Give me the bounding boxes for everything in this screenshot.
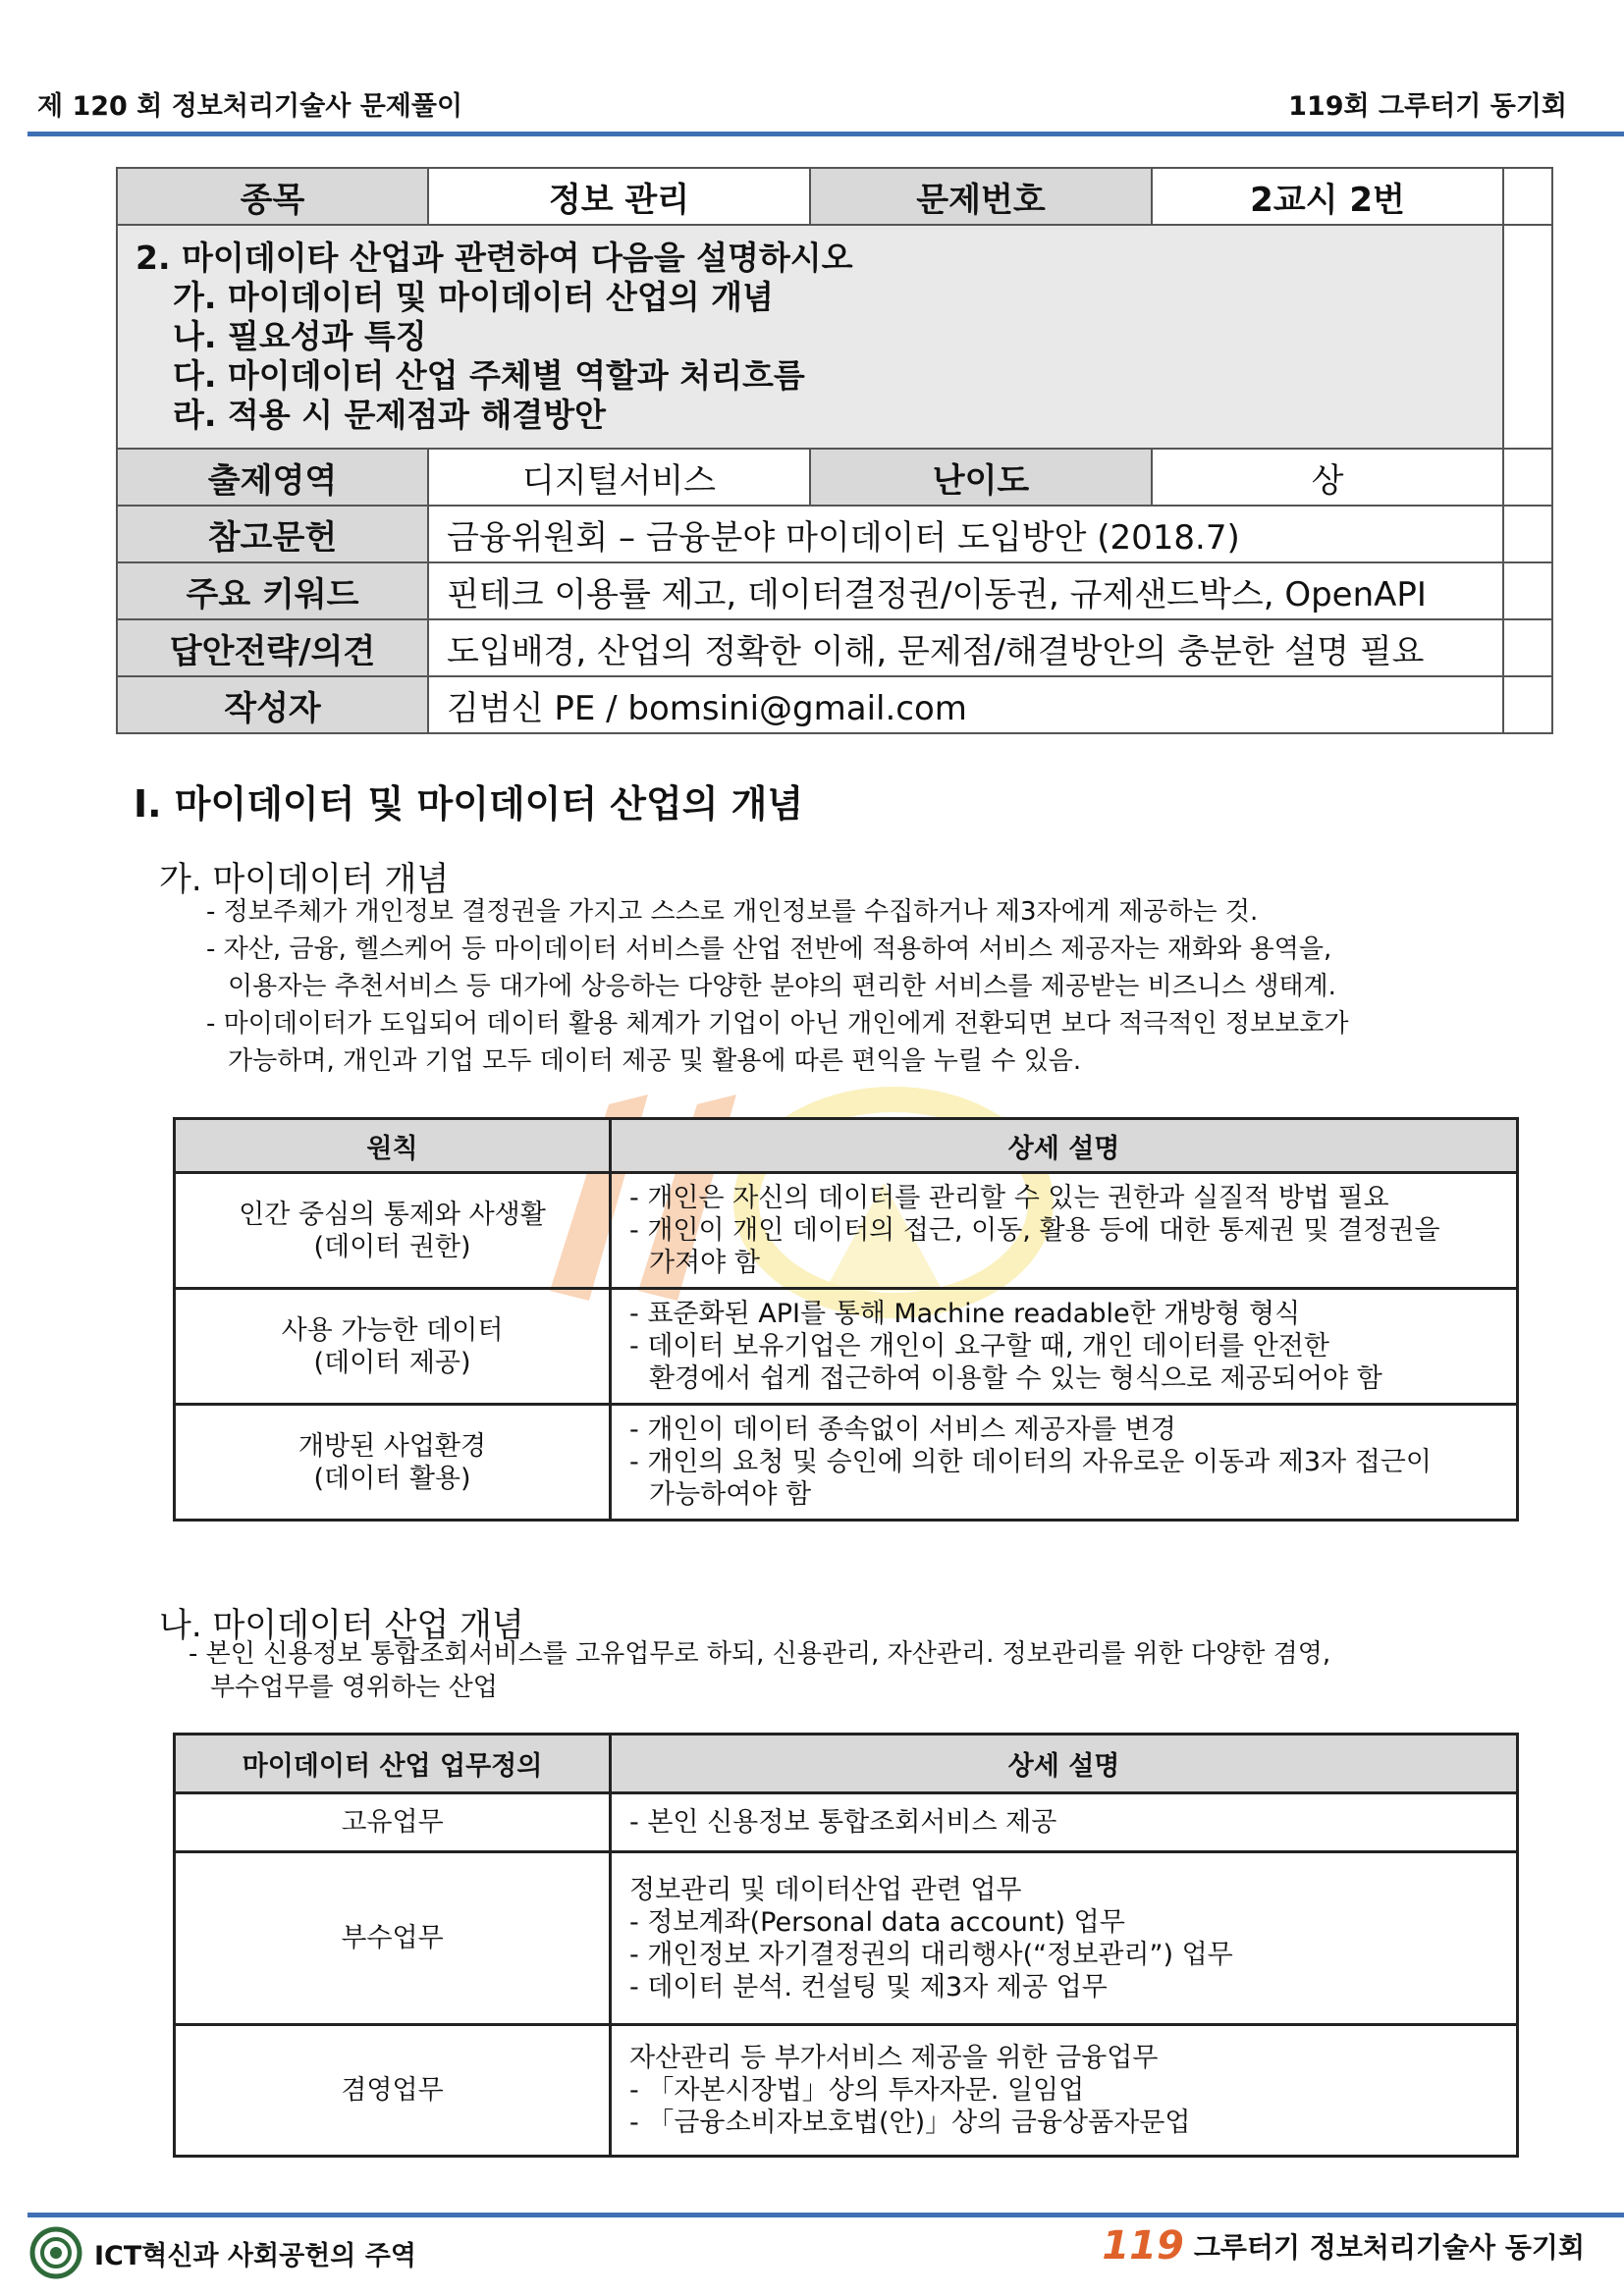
business-type-cell: 겸영업무 bbox=[175, 2025, 611, 2157]
detail-line: - 정보계좌(Personal data account) 업무 bbox=[629, 1906, 1125, 1938]
ict-circle-logo-icon bbox=[29, 2226, 82, 2279]
header-exam-title: 제 120 회 정보처리기술사 문제풀이 bbox=[37, 91, 463, 122]
principle-sub: (데이터 권한) bbox=[313, 1231, 471, 1262]
detail-cell bbox=[611, 1289, 1518, 1405]
section-title: I. 마이데이터 및 마이데이터 산업의 개념 bbox=[134, 782, 804, 826]
business-type-cell: 부수업무 bbox=[175, 1852, 611, 2025]
question-line: 라. 적용 시 문제점과 해결방안 bbox=[173, 396, 607, 434]
detail-cell bbox=[611, 2025, 1518, 2157]
footer-group-name: 그루터기 정보처리기술사 동기회 bbox=[1193, 2231, 1585, 2264]
table-row bbox=[175, 1405, 1518, 1521]
detail-header: 상세 설명 bbox=[611, 1735, 1518, 1793]
business-type-cell: 고유업무 bbox=[175, 1793, 611, 1852]
detail-line: - 데이터 보유기업은 개인이 요구할 때, 개인 데이터를 안전한 bbox=[629, 1331, 1329, 1362]
strategy-label: 답안전략/의견 bbox=[117, 619, 428, 676]
detail-line: - 개인정보 자기결정권의 대리행사(“정보관리”) 업무 bbox=[629, 1939, 1233, 1970]
reference-value: 금융위원회 – 금융분야 마이데이터 도입방안 (2018.7) bbox=[428, 506, 1503, 562]
industry-concept-lines bbox=[189, 1637, 1330, 1704]
qno-label: 문제번호 bbox=[810, 168, 1152, 225]
detail-cell bbox=[611, 1793, 1518, 1852]
detail-line: - 개인의 요청 및 승인에 의한 데이터의 자유로운 이동과 제3자 접근이 bbox=[629, 1447, 1432, 1477]
meta-blank-cell bbox=[1503, 449, 1552, 506]
table-row bbox=[175, 1289, 1518, 1405]
detail-line: 환경에서 쉽게 접근하여 이용할 수 있는 형식으로 제공되어야 함 bbox=[649, 1363, 1382, 1394]
principle-sub: (데이터 활용) bbox=[313, 1463, 471, 1494]
concept-line: - 자산, 금융, 헬스케어 등 마이데이터 서비스를 산업 전반에 적용하여 서비스 제공자는 재화와 용역을, bbox=[206, 934, 1332, 964]
author-label: 작성자 bbox=[117, 676, 428, 733]
concept-line: 이용자는 추천서비스 등 대가에 상응하는 다양한 분야의 편리한 서비스를 제공받는 비즈니스 생태계. bbox=[228, 972, 1336, 1001]
keyword-value: 핀테크 이용률 제고, 데이터결정권/이동권, 규제샌드박스, OpenAPI bbox=[428, 562, 1503, 619]
meta-blank-cell bbox=[1503, 676, 1552, 733]
meta-blank-cell bbox=[1503, 562, 1552, 619]
subsection-title-b: 나. 마이데이터 산업 개념 bbox=[159, 1606, 524, 1645]
principle-cell bbox=[175, 1405, 611, 1521]
meta-blank-cell bbox=[1503, 619, 1552, 676]
keyword-label: 주요 키워드 bbox=[117, 562, 428, 619]
question-line: 2. 마이데이타 산업과 관련하여 다음을 설명하시오 bbox=[135, 239, 853, 277]
meta-blank-cell bbox=[1503, 506, 1552, 562]
table-row bbox=[175, 1852, 1518, 2025]
detail-line: - 표준화된 API를 통해 Machine readable한 개방형 형식 bbox=[629, 1299, 1301, 1329]
detail-line: 가능하여야 함 bbox=[649, 1479, 812, 1510]
principle-header: 원칙 bbox=[175, 1119, 611, 1173]
strategy-value: 도입배경, 산업의 정확한 이해, 문제점/해결방안의 충분한 설명 필요 bbox=[428, 619, 1503, 676]
footer-right bbox=[1102, 2223, 1585, 2269]
detail-line: - 본인 신용정보 통합조회서비스 제공 bbox=[629, 1807, 1057, 1838]
subsection-title-a: 가. 마이데이터 개념 bbox=[159, 860, 450, 899]
table-row bbox=[175, 1793, 1518, 1852]
business-definition-header: 마이데이터 산업 업무정의 bbox=[175, 1735, 611, 1793]
principle-name: 인간 중심의 통제와 사생활 bbox=[239, 1199, 546, 1230]
detail-line: 자산관리 등 부가서비스 제공을 위한 금융업무 bbox=[629, 2043, 1159, 2073]
reference-label: 참고문헌 bbox=[117, 506, 428, 562]
mydata-principles-table bbox=[173, 1117, 1519, 1522]
area-value: 디지털서비스 bbox=[428, 449, 810, 506]
detail-line: 가져야 함 bbox=[649, 1248, 760, 1278]
table-row bbox=[175, 2025, 1518, 2157]
header-group-name: 119회 그루터기 동기회 bbox=[1288, 91, 1567, 122]
concept-line: 가능하며, 개인과 기업 모두 데이터 제공 및 활용에 따른 편익을 누릴 수 있음. bbox=[228, 1046, 1082, 1076]
author-value: 김범신 PE / bomsini@gmail.com bbox=[428, 676, 1503, 733]
detail-line: - 개인은 자신의 데이터를 관리할 수 있는 권한과 실질적 방법 필요 bbox=[629, 1183, 1389, 1213]
level-label: 난이도 bbox=[810, 449, 1152, 506]
detail-line: - 「금융소비자보호법(안)」상의 금융상품자문업 bbox=[629, 2108, 1191, 2138]
principle-sub: (데이터 제공) bbox=[313, 1347, 471, 1378]
detail-line: - 「자본시장법」상의 투자자문. 일임업 bbox=[629, 2075, 1085, 2106]
detail-cell bbox=[611, 1852, 1518, 2025]
footer-logo-number: 119 bbox=[1102, 2223, 1184, 2269]
question-meta-table bbox=[116, 167, 1553, 734]
question-text bbox=[117, 225, 1503, 449]
question-line: 다. 마이데이터 산업 주체별 역할과 처리흐름 bbox=[173, 356, 805, 395]
detail-line: - 데이터 분석. 컨설팅 및 제3자 제공 업무 bbox=[629, 1971, 1108, 2002]
detail-line: - 개인이 개인 데이터의 접근, 이동, 활용 등에 대한 통제권 및 결정권을 bbox=[629, 1215, 1440, 1246]
detail-cell bbox=[611, 1405, 1518, 1521]
question-line: 나. 필요성과 특징 bbox=[173, 317, 427, 355]
header-rule bbox=[27, 132, 1624, 136]
detail-line: - 개인이 데이터 종속없이 서비스 제공자를 변경 bbox=[629, 1415, 1176, 1445]
level-value: 상 bbox=[1152, 449, 1503, 506]
detail-line: 정보관리 및 데이터산업 관련 업무 bbox=[629, 1874, 1022, 1905]
footer-left bbox=[29, 2226, 416, 2279]
concept-line: - 정보주체가 개인정보 결정권을 가지고 스스로 개인정보를 수집하거나 제3자에게 제공하는 것. bbox=[206, 897, 1259, 927]
principle-name: 개방된 사업환경 bbox=[298, 1430, 487, 1462]
mydata-concept-lines bbox=[206, 893, 1348, 1080]
area-label: 출제영역 bbox=[117, 449, 428, 506]
question-line: 가. 마이데이터 및 마이데이터 산업의 개념 bbox=[173, 278, 774, 316]
footer-rule bbox=[27, 2213, 1624, 2217]
principle-name: 사용 가능한 데이터 bbox=[281, 1314, 504, 1346]
principle-cell bbox=[175, 1289, 611, 1405]
meta-blank-cell bbox=[1503, 168, 1552, 225]
subject-label: 종목 bbox=[117, 168, 428, 225]
subject-value: 정보 관리 bbox=[428, 168, 810, 225]
concept-line: - 본인 신용정보 통합조회서비스를 고유업무로 하되, 신용관리, 자산관리. 정보관리를 위한 다양한 겸영, bbox=[189, 1639, 1331, 1669]
principle-cell bbox=[175, 1173, 611, 1289]
mydata-business-table bbox=[173, 1733, 1519, 2158]
qno-value: 2교시 2번 bbox=[1152, 168, 1503, 225]
footer-slogan: ICT혁신과 사회공헌의 주역 bbox=[94, 2240, 416, 2271]
concept-line: 부수업무를 영위하는 산업 bbox=[210, 1673, 498, 1702]
meta-blank-cell bbox=[1503, 225, 1552, 449]
detail-header: 상세 설명 bbox=[611, 1119, 1518, 1173]
concept-line: - 마이데이터가 도입되어 데이터 활용 체계가 기업이 아닌 개인에게 전환되면 보다 적극적인 정보보호가 bbox=[206, 1009, 1349, 1039]
table-row bbox=[175, 1173, 1518, 1289]
detail-cell bbox=[611, 1173, 1518, 1289]
